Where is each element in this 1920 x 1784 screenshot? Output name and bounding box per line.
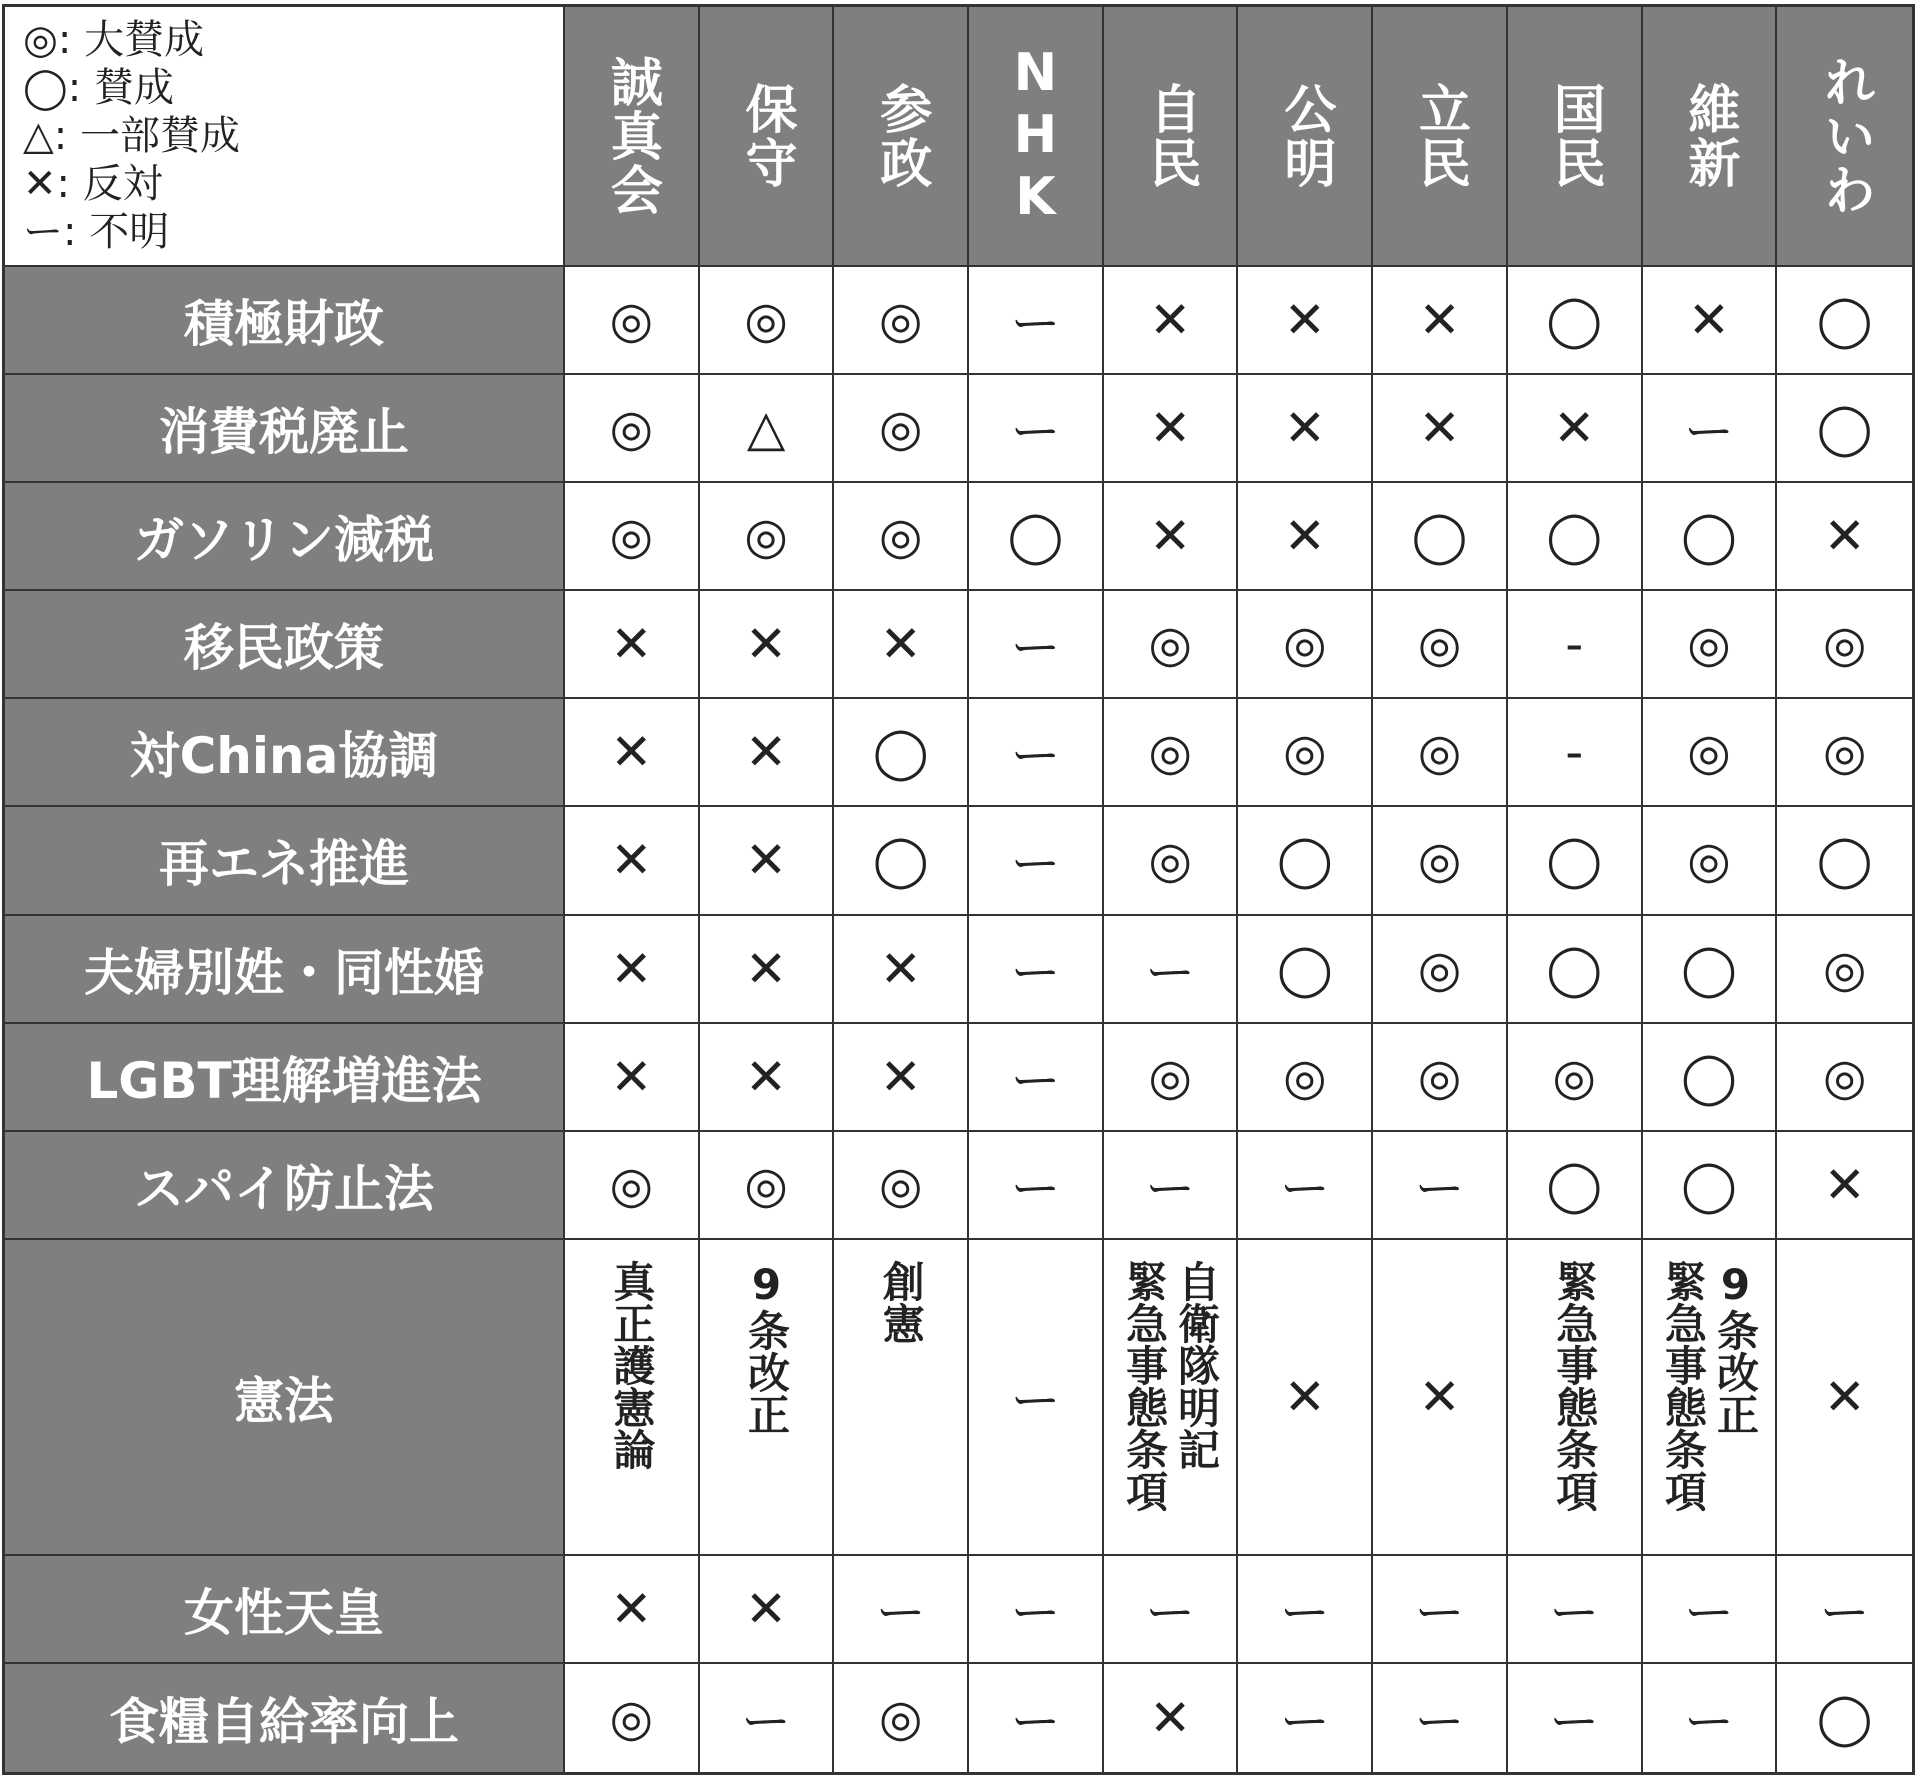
stance-mark: ✕ xyxy=(1238,483,1373,591)
stance-note-text: 9条改正 xyxy=(742,1259,792,1435)
stance-mark: ✕ xyxy=(1777,1132,1912,1240)
stance-mark: ◎ xyxy=(1373,1024,1508,1132)
stance-mark: ✕ xyxy=(700,1024,835,1132)
stance-mark: ー xyxy=(1104,1132,1239,1240)
issue-label: 憲法 xyxy=(5,1240,565,1556)
party-name: 保守 xyxy=(736,82,797,190)
stance-mark: ◯ xyxy=(834,699,969,807)
stance-mark: ✕ xyxy=(700,807,835,915)
stance-mark: ◎ xyxy=(1777,916,1912,1024)
stance-mark: ー xyxy=(1238,1664,1373,1772)
stance-mark: ✕ xyxy=(1238,375,1373,483)
stance-note xyxy=(834,1240,969,1556)
stance-mark: ✕ xyxy=(1104,1664,1239,1772)
stance-mark: ◎ xyxy=(1373,807,1508,915)
stance-mark: ー xyxy=(1104,916,1239,1024)
issue-label: 食糧自給率向上 xyxy=(5,1664,565,1772)
party-header xyxy=(700,7,835,267)
party-header xyxy=(1643,7,1778,267)
stance-mark: ◎ xyxy=(834,483,969,591)
stance-mark: ◎ xyxy=(1643,699,1778,807)
party-name: 自民 xyxy=(1140,82,1201,190)
stance-mark: ◯ xyxy=(1643,483,1778,591)
stance-note-text: 自衛隊明記 xyxy=(1172,1259,1222,1470)
stance-mark: - xyxy=(1508,699,1643,807)
stance-mark: - xyxy=(1508,591,1643,699)
stance-mark: ✕ xyxy=(1373,1240,1508,1556)
party-header xyxy=(1238,7,1373,267)
party-header xyxy=(1508,7,1643,267)
stance-mark: ✕ xyxy=(1373,375,1508,483)
stance-mark: ✕ xyxy=(565,1024,700,1132)
stance-mark: ◎ xyxy=(1643,807,1778,915)
legend xyxy=(5,7,565,267)
stance-mark: ✕ xyxy=(834,1024,969,1132)
stance-mark: ✕ xyxy=(1104,483,1239,591)
stance-mark: ◎ xyxy=(1238,591,1373,699)
stance-mark: ー xyxy=(969,807,1104,915)
stance-note-text: 緊急事態条項 xyxy=(1120,1259,1170,1512)
stance-mark: ◯ xyxy=(1777,375,1912,483)
issue-label: LGBT理解増進法 xyxy=(5,1024,565,1132)
stance-mark: ◎ xyxy=(565,483,700,591)
stance-mark: ◎ xyxy=(1373,591,1508,699)
party-name: NHK xyxy=(1005,43,1066,229)
stance-mark: ー xyxy=(1643,375,1778,483)
stance-mark: ◯ xyxy=(1777,1664,1912,1772)
issue-label: 消費税廃止 xyxy=(5,375,565,483)
stance-mark: ◯ xyxy=(1238,807,1373,915)
stance-mark: ー xyxy=(1373,1132,1508,1240)
stance-mark: ◎ xyxy=(1104,1024,1239,1132)
stance-mark: ✕ xyxy=(1373,267,1508,375)
party-name: 維新 xyxy=(1678,82,1739,190)
issue-label: 女性天皇 xyxy=(5,1556,565,1664)
party-name: 国民 xyxy=(1544,82,1605,190)
stance-mark: ◎ xyxy=(565,375,700,483)
stance-mark: ◯ xyxy=(1777,807,1912,915)
stance-mark: ◎ xyxy=(1104,591,1239,699)
stance-mark: ー xyxy=(1777,1556,1912,1664)
stance-mark: ✕ xyxy=(565,916,700,1024)
stance-mark: ◎ xyxy=(565,267,700,375)
stance-mark: ◯ xyxy=(1777,267,1912,375)
stance-note xyxy=(565,1240,700,1556)
party-header xyxy=(1104,7,1239,267)
stance-mark: ✕ xyxy=(834,591,969,699)
stance-mark: ✕ xyxy=(1104,375,1239,483)
stance-note xyxy=(1643,1240,1778,1556)
party-header xyxy=(969,7,1104,267)
stance-mark: ◎ xyxy=(565,1664,700,1772)
stance-mark: ◯ xyxy=(1508,1132,1643,1240)
stance-mark: ◯ xyxy=(1373,483,1508,591)
stance-note xyxy=(700,1240,835,1556)
stance-mark: ✕ xyxy=(1104,267,1239,375)
stance-mark: ✕ xyxy=(565,591,700,699)
legend-item: ✕: 反対 xyxy=(23,161,163,207)
stance-mark: ー xyxy=(969,1132,1104,1240)
stance-mark: ✕ xyxy=(1777,483,1912,591)
stance-mark: ー xyxy=(969,1556,1104,1664)
stance-mark: ✕ xyxy=(565,807,700,915)
stance-mark: ー xyxy=(969,1240,1104,1556)
stance-mark: ◎ xyxy=(1238,699,1373,807)
stance-mark: ◎ xyxy=(834,1132,969,1240)
stance-mark: ✕ xyxy=(700,1556,835,1664)
party-name: 参政 xyxy=(870,82,931,190)
stance-mark: ✕ xyxy=(700,591,835,699)
stance-mark: ー xyxy=(1508,1664,1643,1772)
stance-mark: ◎ xyxy=(1643,591,1778,699)
stance-mark: ◯ xyxy=(1643,1132,1778,1240)
stance-mark: ー xyxy=(969,1664,1104,1772)
stance-mark: ◯ xyxy=(1508,483,1643,591)
stance-mark: ー xyxy=(1104,1556,1239,1664)
policy-comparison-table xyxy=(2,4,1915,1775)
stance-mark: ー xyxy=(969,699,1104,807)
stance-mark: ー xyxy=(1643,1556,1778,1664)
stance-note-text: 9条改正 xyxy=(1710,1259,1760,1435)
stance-mark: ✕ xyxy=(1238,267,1373,375)
legend-item: ◯: 賛成 xyxy=(23,65,174,111)
issue-label: 移民政策 xyxy=(5,591,565,699)
stance-mark: ✕ xyxy=(565,699,700,807)
stance-mark: ◯ xyxy=(1508,267,1643,375)
stance-mark: ✕ xyxy=(565,1556,700,1664)
stance-note xyxy=(1104,1240,1239,1556)
stance-mark: ー xyxy=(700,1664,835,1772)
party-header xyxy=(565,7,700,267)
issue-label: スパイ防止法 xyxy=(5,1132,565,1240)
stance-mark: ◎ xyxy=(565,1132,700,1240)
stance-mark: ◎ xyxy=(1104,807,1239,915)
stance-mark: ◯ xyxy=(1508,916,1643,1024)
party-header xyxy=(1777,7,1912,267)
stance-mark: ◎ xyxy=(700,1132,835,1240)
stance-mark: ✕ xyxy=(700,916,835,1024)
stance-mark: ◎ xyxy=(1104,699,1239,807)
stance-mark: ◎ xyxy=(1777,699,1912,807)
stance-mark: ◎ xyxy=(1373,916,1508,1024)
stance-mark: ー xyxy=(969,916,1104,1024)
stance-mark: ー xyxy=(1508,1556,1643,1664)
stance-mark: ✕ xyxy=(1777,1240,1912,1556)
party-name: 公明 xyxy=(1274,82,1335,190)
stance-note-text: 緊急事態条項 xyxy=(1550,1259,1600,1512)
stance-mark: ◯ xyxy=(1643,1024,1778,1132)
stance-mark: ◯ xyxy=(834,807,969,915)
stance-mark: ー xyxy=(834,1556,969,1664)
stance-mark: ◎ xyxy=(834,267,969,375)
legend-item: ◎: 大賛成 xyxy=(23,17,205,63)
stance-mark: ◎ xyxy=(834,375,969,483)
stance-mark: ✕ xyxy=(1508,375,1643,483)
party-name: 立民 xyxy=(1409,82,1470,190)
stance-mark: ◎ xyxy=(834,1664,969,1772)
stance-mark: ー xyxy=(969,375,1104,483)
stance-mark: ー xyxy=(969,591,1104,699)
stance-mark: ◎ xyxy=(700,483,835,591)
stance-mark: ◎ xyxy=(1508,1024,1643,1132)
stance-mark: ✕ xyxy=(1238,1240,1373,1556)
stance-mark: ✕ xyxy=(834,916,969,1024)
stance-note-text: 緊急事態条項 xyxy=(1658,1259,1708,1512)
stance-mark: ー xyxy=(1238,1132,1373,1240)
stance-mark: ー xyxy=(1373,1556,1508,1664)
stance-mark: ◎ xyxy=(1238,1024,1373,1132)
stance-mark: ◯ xyxy=(1508,807,1643,915)
party-header xyxy=(1373,7,1508,267)
stance-mark: ー xyxy=(969,1024,1104,1132)
stance-mark: ◎ xyxy=(1373,699,1508,807)
stance-mark: ◎ xyxy=(700,267,835,375)
stance-mark: ◎ xyxy=(1777,591,1912,699)
issue-label: 積極財政 xyxy=(5,267,565,375)
stance-mark: ー xyxy=(1238,1556,1373,1664)
stance-mark: ✕ xyxy=(700,699,835,807)
legend-item: △: 一部賛成 xyxy=(23,113,240,159)
stance-mark: ◯ xyxy=(1238,916,1373,1024)
party-name: 誠真会 xyxy=(601,55,662,217)
party-header xyxy=(834,7,969,267)
stance-mark: ー xyxy=(1643,1664,1778,1772)
stance-mark: △ xyxy=(700,375,835,483)
stance-mark: ◯ xyxy=(969,483,1104,591)
stance-note xyxy=(1508,1240,1643,1556)
stance-mark: ✕ xyxy=(1643,267,1778,375)
stance-note-text: 創憲 xyxy=(876,1259,926,1344)
party-name: れいわ xyxy=(1814,55,1875,217)
stance-mark: ー xyxy=(1373,1664,1508,1772)
issue-label: 夫婦別姓・同性婚 xyxy=(5,916,565,1024)
issue-label: 対China協調 xyxy=(5,699,565,807)
legend-item: ー: 不明 xyxy=(23,209,170,255)
stance-mark: ◎ xyxy=(1777,1024,1912,1132)
stance-mark: ◯ xyxy=(1643,916,1778,1024)
issue-label: ガソリン減税 xyxy=(5,483,565,591)
stance-mark: ー xyxy=(969,267,1104,375)
stance-note-text: 真正護憲論 xyxy=(607,1259,657,1470)
issue-label: 再エネ推進 xyxy=(5,807,565,915)
